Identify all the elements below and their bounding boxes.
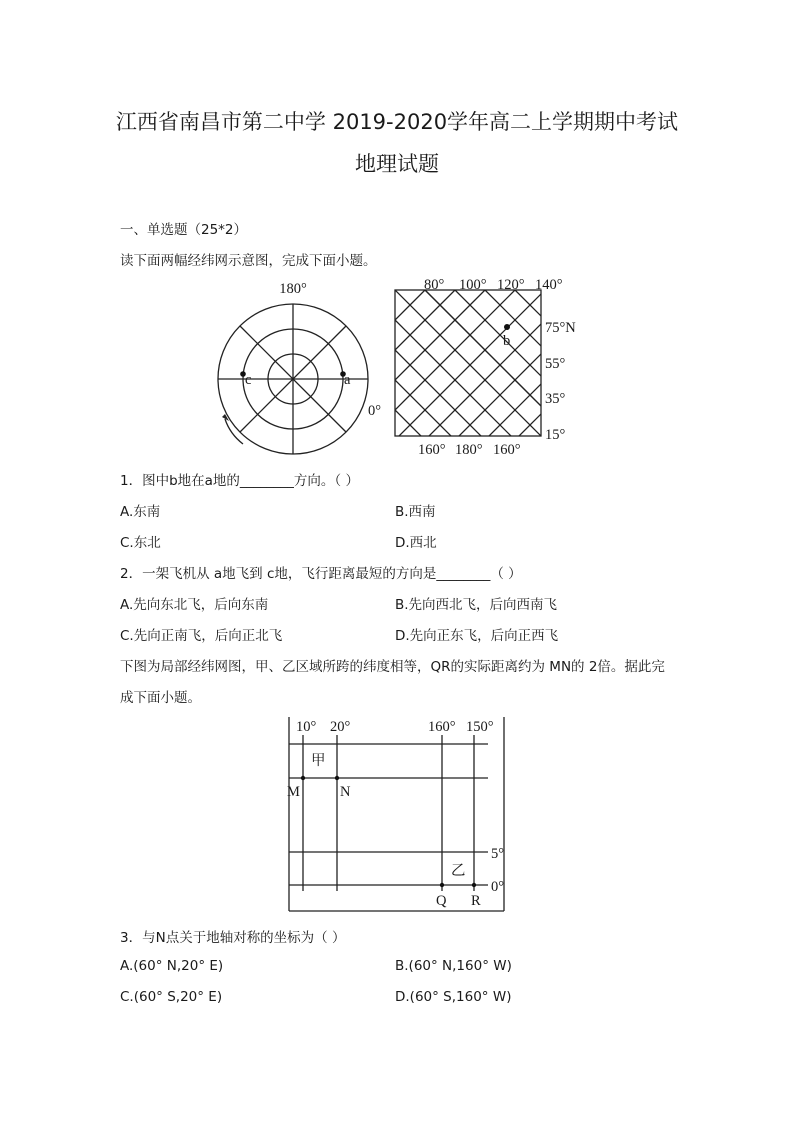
question-1-option-a: A.东南 <box>120 504 161 520</box>
grid-bottom-label-2: 180° <box>455 442 483 458</box>
question-3-option-c: C.(60° S,20° E) <box>120 989 223 1005</box>
grid-right-label-1: 75°N <box>545 320 576 336</box>
question-2-option-c: C.先向正南飞，后向正北飞 <box>120 628 283 644</box>
intro-text-2-line-2: 成下面小题。 <box>120 690 201 706</box>
grid-top-label-2: 100° <box>459 277 487 293</box>
grid-right-label-2: 55° <box>545 356 566 372</box>
grid-bottom-label-3: 160° <box>493 442 521 458</box>
fig2-top-label-3: 160° <box>428 719 456 735</box>
question-3-option-a: A.(60° N,20° E) <box>120 958 224 974</box>
question-2-option-b: B.先向西北飞，后向西南飞 <box>395 597 558 613</box>
question-2-stem: 2．一架飞机从 a地飞到 c地，飞行距离最短的方向是________（ ） <box>120 566 522 582</box>
intro-text-1: 读下面两幅经纬网示意图，完成下面小题。 <box>120 253 377 269</box>
fig2-top-label-2: 20° <box>330 719 351 735</box>
polar-top-label: 180° <box>279 281 307 297</box>
intro-text-2-line-1: 下图为局部经纬网图，甲、乙区域所跨的纬度相等，QR的实际距离约为 MN的 2倍。据此完 <box>120 659 665 675</box>
question-1-option-d: D.西北 <box>395 535 437 551</box>
question-2-option-a: A.先向东北飞，后向东南 <box>120 597 269 613</box>
question-1-option-c: C.东北 <box>120 535 161 551</box>
fig2-top-label-4: 150° <box>466 719 494 735</box>
document-title: 江西省南昌市第二中学 2019-2020学年高二上学期期中考试 <box>115 110 679 134</box>
question-1-option-b: B.西南 <box>395 504 436 520</box>
question-3-stem: 3．与N点关于地轴对称的坐标为（ ） <box>120 930 346 946</box>
lat-long-grid-diagram <box>394 274 594 462</box>
region-jia-label: 甲 <box>311 753 326 769</box>
section-heading: 一、单选题（25*2） <box>120 222 248 238</box>
point-a-label: a <box>344 372 351 388</box>
point-m-dot <box>301 776 305 780</box>
point-r-dot <box>472 883 476 887</box>
polar-projection-diagram <box>200 278 390 458</box>
fig2-top-label-1: 10° <box>296 719 317 735</box>
point-q-label: Q <box>436 893 447 909</box>
grid-right-label-3: 35° <box>545 391 566 407</box>
fig2-right-label-1: 5° <box>491 846 505 862</box>
point-m-label: M <box>287 784 300 800</box>
local-grid-diagram <box>285 713 510 913</box>
grid-top-label-1: 80° <box>424 277 445 293</box>
question-3-option-b: B.(60° N,160° W) <box>395 958 512 974</box>
region-yi-label: 乙 <box>451 863 466 879</box>
point-n-label: N <box>340 784 351 800</box>
document-subtitle: 地理试题 <box>355 152 439 176</box>
grid-top-label-4: 140° <box>535 277 563 293</box>
grid-bottom-label-1: 160° <box>418 442 446 458</box>
point-b-dot <box>504 324 510 330</box>
grid-right-label-4: 15° <box>545 427 566 443</box>
point-b-label: b <box>503 333 511 349</box>
question-2-option-d: D.先向正东飞，后向正西飞 <box>395 628 559 644</box>
polar-right-label: 0° <box>368 403 382 419</box>
grid-diagonals <box>395 260 694 589</box>
grid-top-label-3: 120° <box>497 277 525 293</box>
fig2-right-label-2: 0° <box>491 879 505 895</box>
point-n-dot <box>335 776 339 780</box>
point-q-dot <box>440 883 444 887</box>
question-1-stem: 1．图中b地在a地的________方向。（ ） <box>120 473 359 489</box>
question-3-option-d: D.(60° S,160° W) <box>395 989 512 1005</box>
point-c-label: c <box>245 372 252 388</box>
point-r-label: R <box>471 893 481 909</box>
